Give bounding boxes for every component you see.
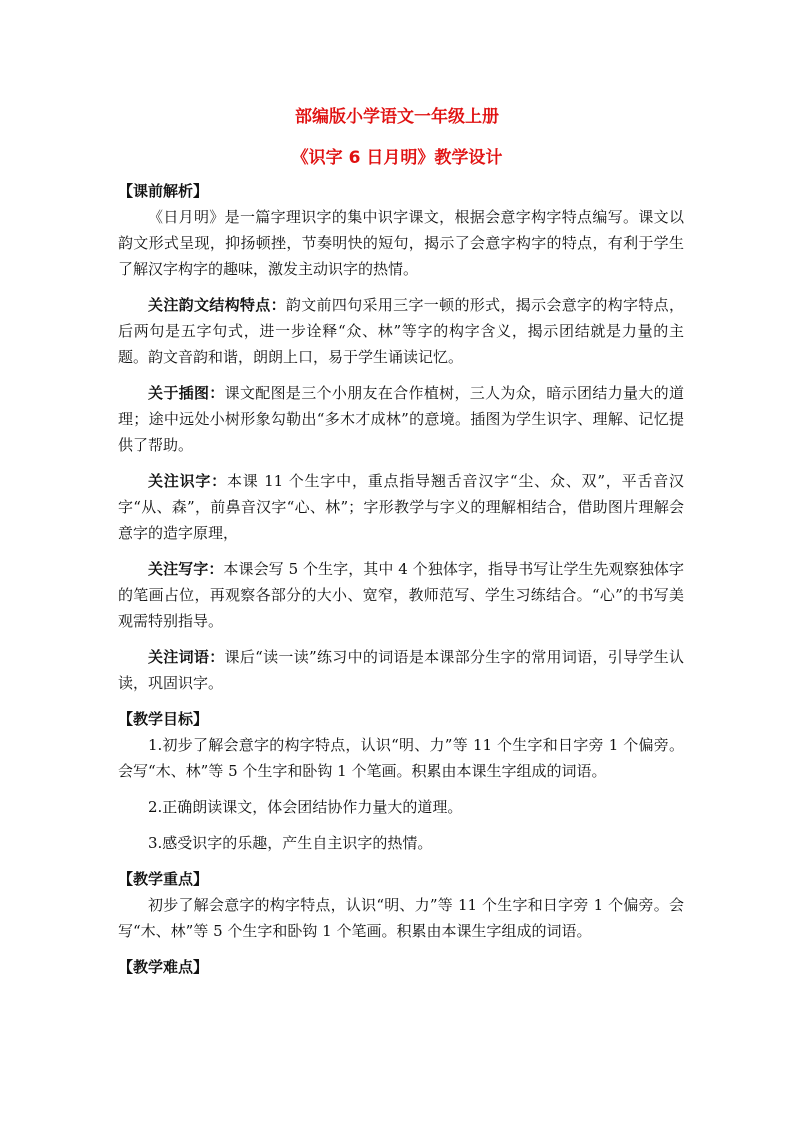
paragraph-text: 课后“读一读”练习中的词语是本课部分生字的常用词语，引导学生认读，巩固识字。 bbox=[118, 648, 684, 692]
goal-item-1: 1.初步了解会意字的构字特点，认识“明、力”等 11 个生字和日字旁 1 个偏旁。会写“木、林”等 5 个生字和卧钩 1 个笔画。积累由本课生字组成的词语。 bbox=[118, 736, 684, 780]
goal-item-3: 3.感受识字的乐趣，产生自主识字的热情。 bbox=[148, 834, 433, 852]
analysis-paragraph-illustration bbox=[118, 380, 684, 458]
analysis-paragraph-literacy bbox=[118, 468, 684, 546]
document-title: 部编版小学语文一年级上册 bbox=[295, 107, 499, 127]
analysis-paragraph-vocabulary bbox=[118, 644, 684, 696]
paragraph-lead: 关注词语： bbox=[148, 648, 225, 666]
section-heading-analysis: 【课前解析】 bbox=[118, 182, 209, 200]
document-subtitle: 《识字 6 日月明》教学设计 bbox=[291, 148, 503, 168]
paragraph-text: 课文配图是三个小朋友在合作植树，三人为众，暗示团结力量大的道理；途中远处小树形象勾勒出“多木才成林”的意境。插图为学生识字、理解、记忆提供了帮助。 bbox=[118, 384, 684, 454]
analysis-paragraph-writing bbox=[118, 556, 684, 634]
paragraph-lead: 关注识字： bbox=[148, 472, 227, 490]
section-heading-key-points: 【教学重点】 bbox=[118, 870, 209, 888]
analysis-intro: 《日月明》是一篇字理识字的集中识字课文，根据会意字构字特点编写。课文以韵文形式呈现，抑扬顿挫，节奏明快的短句，揭示了会意字构字的特点，有利于学生了解汉字构字的趣味，激发主动识字的热情。 bbox=[118, 208, 684, 278]
key-points-text: 初步了解会意字的构字特点，认识“明、力”等 11 个生字和日字旁 1 个偏旁。会写“木、林”等 5 个生字和卧钩 1 个笔画。积累由本课生字组成的词语。 bbox=[118, 896, 684, 940]
document-body bbox=[118, 178, 684, 980]
paragraph-text: 本课会写 5 个生字，其中 4 个独体字，指导书写让学生先观察独体字的笔画占位，再观察各部分的大小、宽窄，教师范写、学生习练结合。“心”的书写美观需特别指导。 bbox=[118, 560, 684, 630]
section-heading-goals: 【教学目标】 bbox=[118, 710, 209, 728]
section-heading-difficulties: 【教学难点】 bbox=[118, 958, 209, 976]
paragraph-text: 韵文前四句采用三字一顿的形式，揭示会意字的构字特点，后两句是五字句式，进一步诠释“众、林”等字的构字含义，揭示团结就是力量的主题。韵文音韵和谐，朗朗上口，易于学生诵读记忆。 bbox=[118, 296, 684, 366]
goal-item-2: 2.正确朗读课文，体会团结协作力量大的道理。 bbox=[148, 798, 463, 816]
paragraph-lead: 关注写字： bbox=[148, 560, 224, 578]
analysis-paragraph-rhyme bbox=[118, 292, 684, 370]
paragraph-lead: 关于插图： bbox=[148, 384, 225, 402]
paragraph-text: 本课 11 个生字中，重点指导翘舌音汉字“尘、众、双”，平舌音汉字“从、森”，前鼻音汉字“心、林”；字形教学与字义的理解相结合，借助图片理解会意字的造字原理， bbox=[118, 472, 684, 542]
paragraph-lead: 关注韵文结构特点： bbox=[148, 296, 286, 314]
